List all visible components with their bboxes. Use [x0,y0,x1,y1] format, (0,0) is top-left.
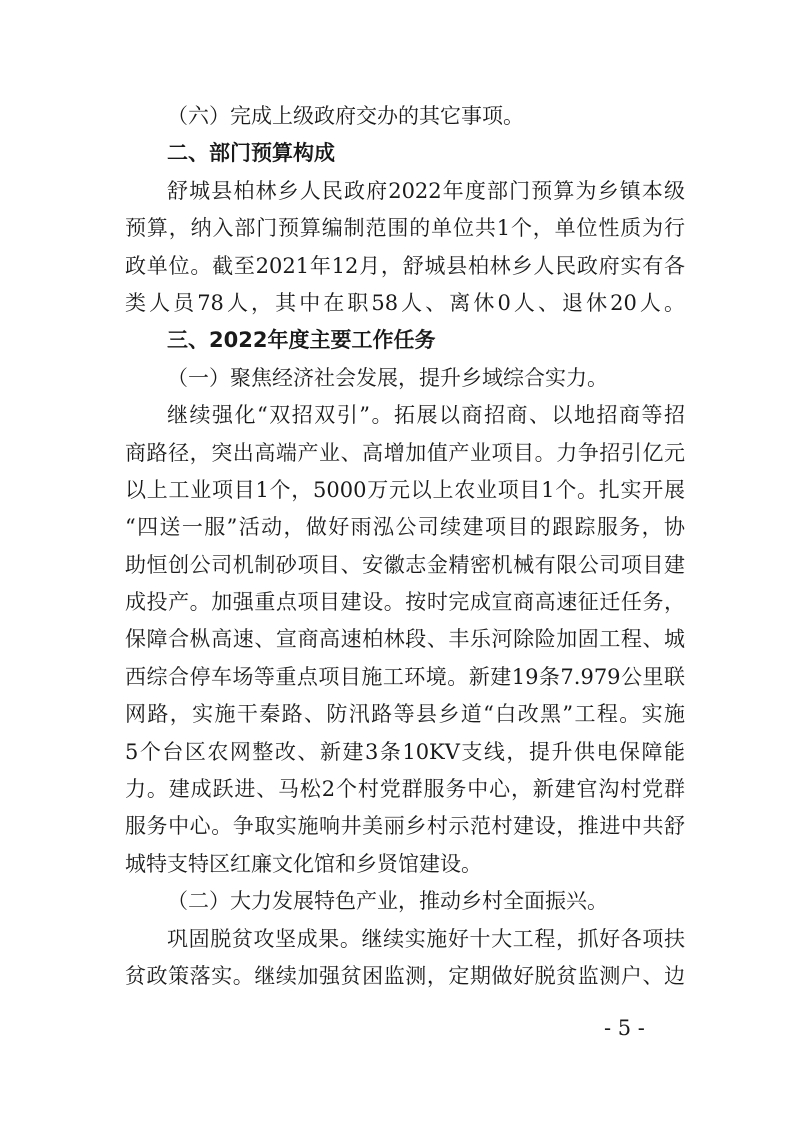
paragraph-line: 政单位。截至2021年12月，舒城县柏林乡人民政府实有各 [125,253,685,278]
paragraph-line: 以上工业项目1个，5000万元以上农业项目1个。扎实开展 [125,477,685,502]
paragraph-line: 贫政策落实。继续加强贫困监测，定期做好脱贫监测户、边 [125,963,685,988]
document-body [125,98,685,995]
paragraph-line: 网路，实施干秦路、防汛路等县乡道“白改黑”工程。实施 [125,702,685,727]
paragraph-line: 商路径，突出高端产业、高增加值产业项目。力争招引亿元 [125,440,685,465]
paragraph-line: “四送一服”活动，做好雨泓公司续建项目的跟踪服务，协 [125,515,685,540]
paragraph-line: 西综合停车场等重点项目施工环境。新建19条7.979公里联 [125,664,685,689]
paragraph-line: 预算，纳入部门预算编制范围的单位共1个，单位性质为行 [125,216,685,241]
paragraph-line: 成投产。加强重点项目建设。按时完成宣商高速征迁任务， [125,590,685,615]
section-heading: 三、2022年度主要工作任务 [167,328,436,353]
paragraph-line: 舒城县柏林乡人民政府2022年度部门预算为乡镇本级 [167,178,685,203]
paragraph-line: 巩固脱贫攻坚成果。继续实施好十大工程，抓好各项扶 [167,926,685,951]
paragraph-line: 继续强化“双招双引”。拓展以商招商、以地招商等招 [167,403,685,428]
subsection-heading: （一）聚焦经济社会发展，提升乡域综合实力。 [167,365,608,390]
subsection-heading: （二）大力发展特色产业，推动乡村全面振兴。 [167,889,608,914]
section-heading: 二、部门预算构成 [167,141,335,166]
paragraph-line: 城特支特区红廉文化馆和乡贤馆建设。 [125,851,482,876]
page-number: - 5 - [604,1016,645,1040]
paragraph-line: 保障合枞高速、宣商高速柏林段、丰乐河除险加固工程、城 [125,627,685,652]
paragraph-line: 类人员78人，其中在职58人、离休0人、退休20人。 [125,290,685,315]
paragraph-line: 服务中心。争取实施响井美丽乡村示范村建设，推进中共舒 [125,814,685,839]
paragraph-line: 5个台区农网整改、新建3条10KV支线，提升供电保障能 [125,739,685,764]
paragraph-line: 力。建成跃进、马松2个村党群服务中心，新建官沟村党群 [125,777,685,802]
paragraph-line: （六）完成上级政府交办的其它事项。 [167,104,524,128]
paragraph-line: 助恒创公司机制砂项目、安徽志金精密机械有限公司项目建 [125,552,685,577]
